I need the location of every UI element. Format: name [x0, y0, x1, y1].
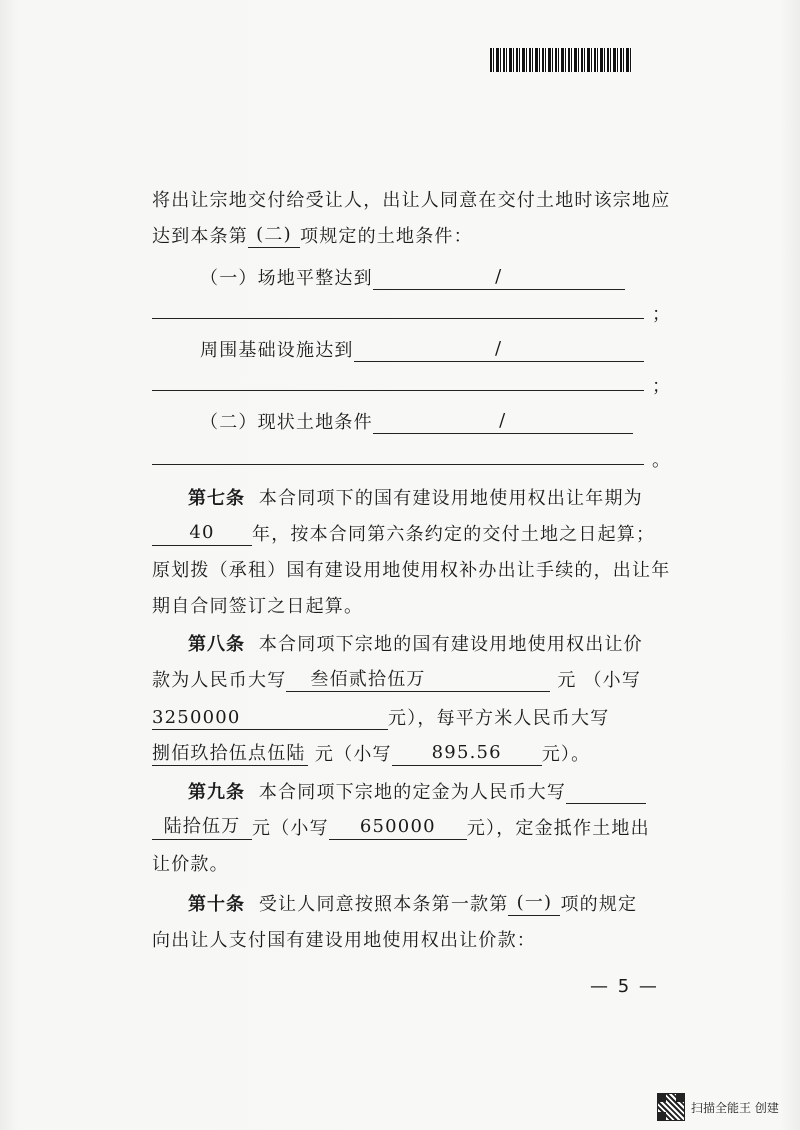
deposit-upper-line-1	[566, 781, 646, 804]
deposit-upper: 陆拾伍万	[152, 817, 252, 840]
barcode	[490, 48, 632, 72]
article-9-line-2: 陆拾伍万 元（小写 650000 元），定金抵作土地出	[152, 814, 650, 840]
unit-price-upper: 捌佰玖拾伍点伍陆	[152, 744, 308, 766]
clause-reference: (二)	[248, 225, 300, 248]
term-years: 40	[152, 523, 252, 546]
article-9-line-1: 第九条 本合同项下宗地的定金为人民币大写	[188, 778, 646, 804]
page-number: — 5 —	[590, 976, 659, 997]
site-leveling-value: /	[373, 267, 625, 290]
current-condition-rule	[152, 464, 644, 465]
article-8-line-4: 捌佰玖拾伍点伍陆 元（小写 895.56 元）。	[152, 742, 591, 765]
qr-code-icon	[657, 1093, 685, 1121]
article-7-line-1: 第七条 本合同项下的国有建设用地使用权出让年期为	[188, 488, 643, 509]
article-10-line-1: 第十条 受让人同意按照本条第一款第 (一) 项的规定	[188, 892, 638, 915]
intro-line-2: 达到本条第 (二) 项规定的土地条件：	[152, 224, 473, 247]
total-price-upper: 叁佰贰拾伍万	[286, 670, 550, 692]
article-8-heading: 第八条	[188, 634, 245, 655]
site-leveling-end: ；	[652, 304, 672, 325]
total-price-lower: 3250000	[152, 708, 388, 730]
current-condition-value: /	[373, 411, 633, 434]
infrastructure-line: 周围基础设施达到 /	[200, 336, 644, 362]
unit-price-lower: 895.56	[392, 743, 542, 766]
payment-option: (一)	[508, 893, 560, 916]
deposit-lower: 650000	[329, 817, 467, 840]
article-7-line-4: 期自合同签订之日起算。	[152, 596, 364, 617]
site-leveling-rule	[152, 318, 644, 319]
intro-line-1: 将出让宗地交付给受让人，出让人同意在交付土地时该宗地应	[152, 190, 671, 211]
article-7-heading: 第七条	[188, 488, 245, 509]
article-7-line-3: 原划拨（承租）国有建设用地使用权补办出让手续的，出让年	[152, 560, 671, 581]
site-leveling-line: （一）场地平整达到 /	[200, 264, 625, 290]
article-8-line-1: 第八条 本合同项下宗地的国有建设用地使用权出让价	[188, 634, 643, 655]
article-9-line-3: 让价款。	[152, 854, 229, 875]
current-condition-end: 。	[652, 450, 672, 471]
article-7-line-2: 40 年，按本合同第六条约定的交付土地之日起算；	[152, 520, 655, 546]
article-10-line-2: 向出让人支付国有建设用地使用权出让价款：	[152, 930, 536, 951]
article-8-line-3: 3250000 元），每平方米人民币大写	[152, 707, 610, 729]
article-9-heading: 第九条	[188, 782, 245, 803]
scanner-watermark	[657, 1093, 779, 1121]
infrastructure-end: ；	[652, 376, 672, 397]
infrastructure-rule	[152, 390, 644, 391]
watermark-text: 扫描全能王 创建	[691, 1100, 779, 1115]
current-condition-line: （二）现状土地条件 /	[200, 408, 633, 434]
article-8-line-2: 款为人民币大写 叁佰贰拾伍万 元 （小写	[152, 669, 642, 691]
infrastructure-value: /	[354, 339, 644, 362]
article-10-heading: 第十条	[188, 894, 245, 915]
